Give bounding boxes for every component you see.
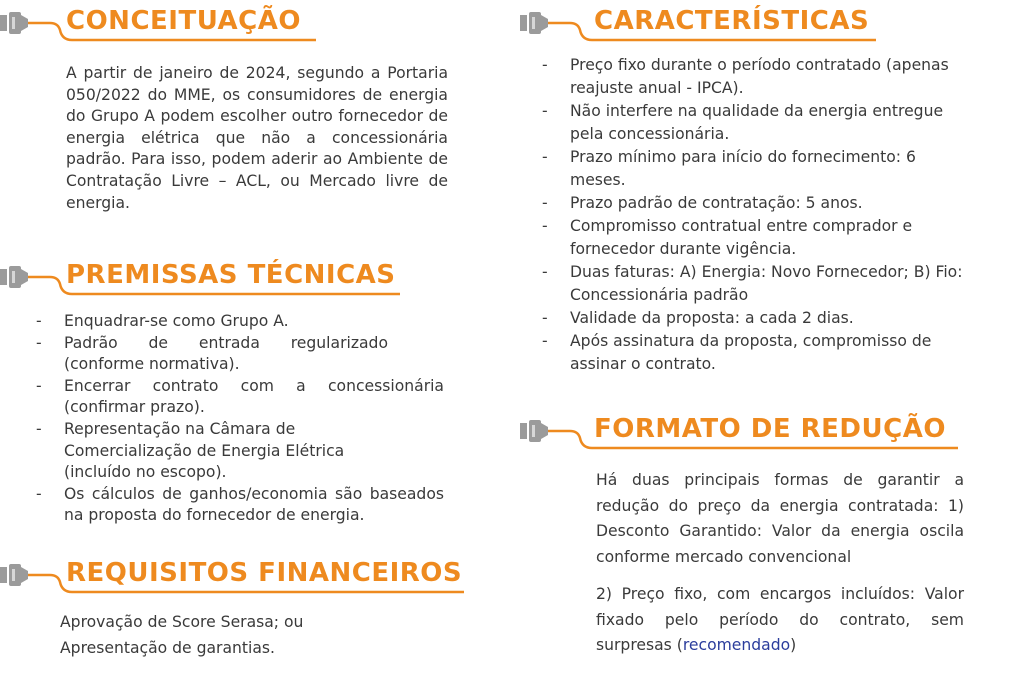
requisito-line: Aprovação de Score Serasa; ou (60, 613, 304, 631)
requisitos-body (60, 609, 460, 661)
caracteristicas-list (536, 54, 1016, 376)
heading-caracteristicas (520, 4, 890, 44)
list-item: - Representação na Câmara de Comercialização de Energia Elétrica (incluído no escopo). (30, 419, 444, 484)
section-title: CARACTERÍSTICAS (594, 6, 870, 36)
list-item: - Prazo mínimo para início do fornecimento: 6 meses. (536, 146, 1016, 192)
section-title: PREMISSAS TÉCNICAS (66, 260, 396, 290)
list-item: - Os cálculos de ganhos/economia são baseados na proposta do fornecedor de energia. (30, 484, 444, 527)
conceituacao-body: A partir de janeiro de 2024, segundo a Portaria 050/2022 do MME, os consumidores de energia do Grupo A podem escolher outro fornecedor de energia elétrica que não a concessionária padrão. Para isso, podem aderir ao Ambiente de Contratação Livre – ACL, ou Mercado livre de energia. (66, 64, 448, 212)
list-item: - Preço fixo durante o período contratado (apenas reajuste anual - IPCA). (536, 54, 1016, 100)
requisito-line: Apresentação de garantias. (60, 639, 275, 657)
section-title: CONCEITUAÇÃO (66, 6, 301, 36)
list-item: - Não interfere na qualidade da energia entregue pela concessionária. (536, 100, 1016, 146)
list-item: - Enquadrar-se como Grupo A. (30, 311, 444, 333)
list-item: - Prazo padrão de contratação: 5 anos. (536, 192, 1016, 215)
list-item: - Compromisso contratual entre comprador e fornecedor durante vigência. (536, 215, 1016, 261)
heading-premissas-tecnicas (0, 258, 410, 298)
list-item: - Padrão de entrada regularizado (conforme normativa). (30, 333, 444, 376)
formato-paragraph-1: Há duas principais formas de garantir a redução do preço da energia contratada: 1) Desconto Garantido: Valor da energia oscila conforme mercado convencional (596, 471, 964, 566)
formato-body (596, 468, 964, 659)
list-item: - Após assinatura da proposta, compromisso de assinar o contrato. (536, 330, 1016, 376)
paragraph-2-close: ) (790, 636, 797, 654)
formato-paragraph-2 (596, 582, 964, 659)
premissas-list (30, 311, 444, 527)
heading-conceituacao (0, 4, 330, 44)
recommended-highlight: recomendado (682, 636, 791, 654)
list-item: - Duas faturas: A) Energia: Novo Fornecedor; B) Fio: Concessionária padrão (536, 261, 1016, 307)
heading-requisitos-financeiros (0, 556, 480, 596)
list-item: - Validade da proposta: a cada 2 dias. (536, 307, 1016, 330)
heading-formato-de-reducao (520, 412, 970, 452)
section-title: REQUISITOS FINANCEIROS (66, 558, 463, 588)
paragraph-2-text: 2) Preço fixo, com encargos incluídos: Valor fixado pelo período do contrato, sem surpresas ( (596, 585, 964, 654)
list-item: - Encerrar contrato com a concessionária (confirmar prazo). (30, 376, 444, 419)
section-title: FORMATO DE REDUÇÃO (594, 414, 946, 444)
